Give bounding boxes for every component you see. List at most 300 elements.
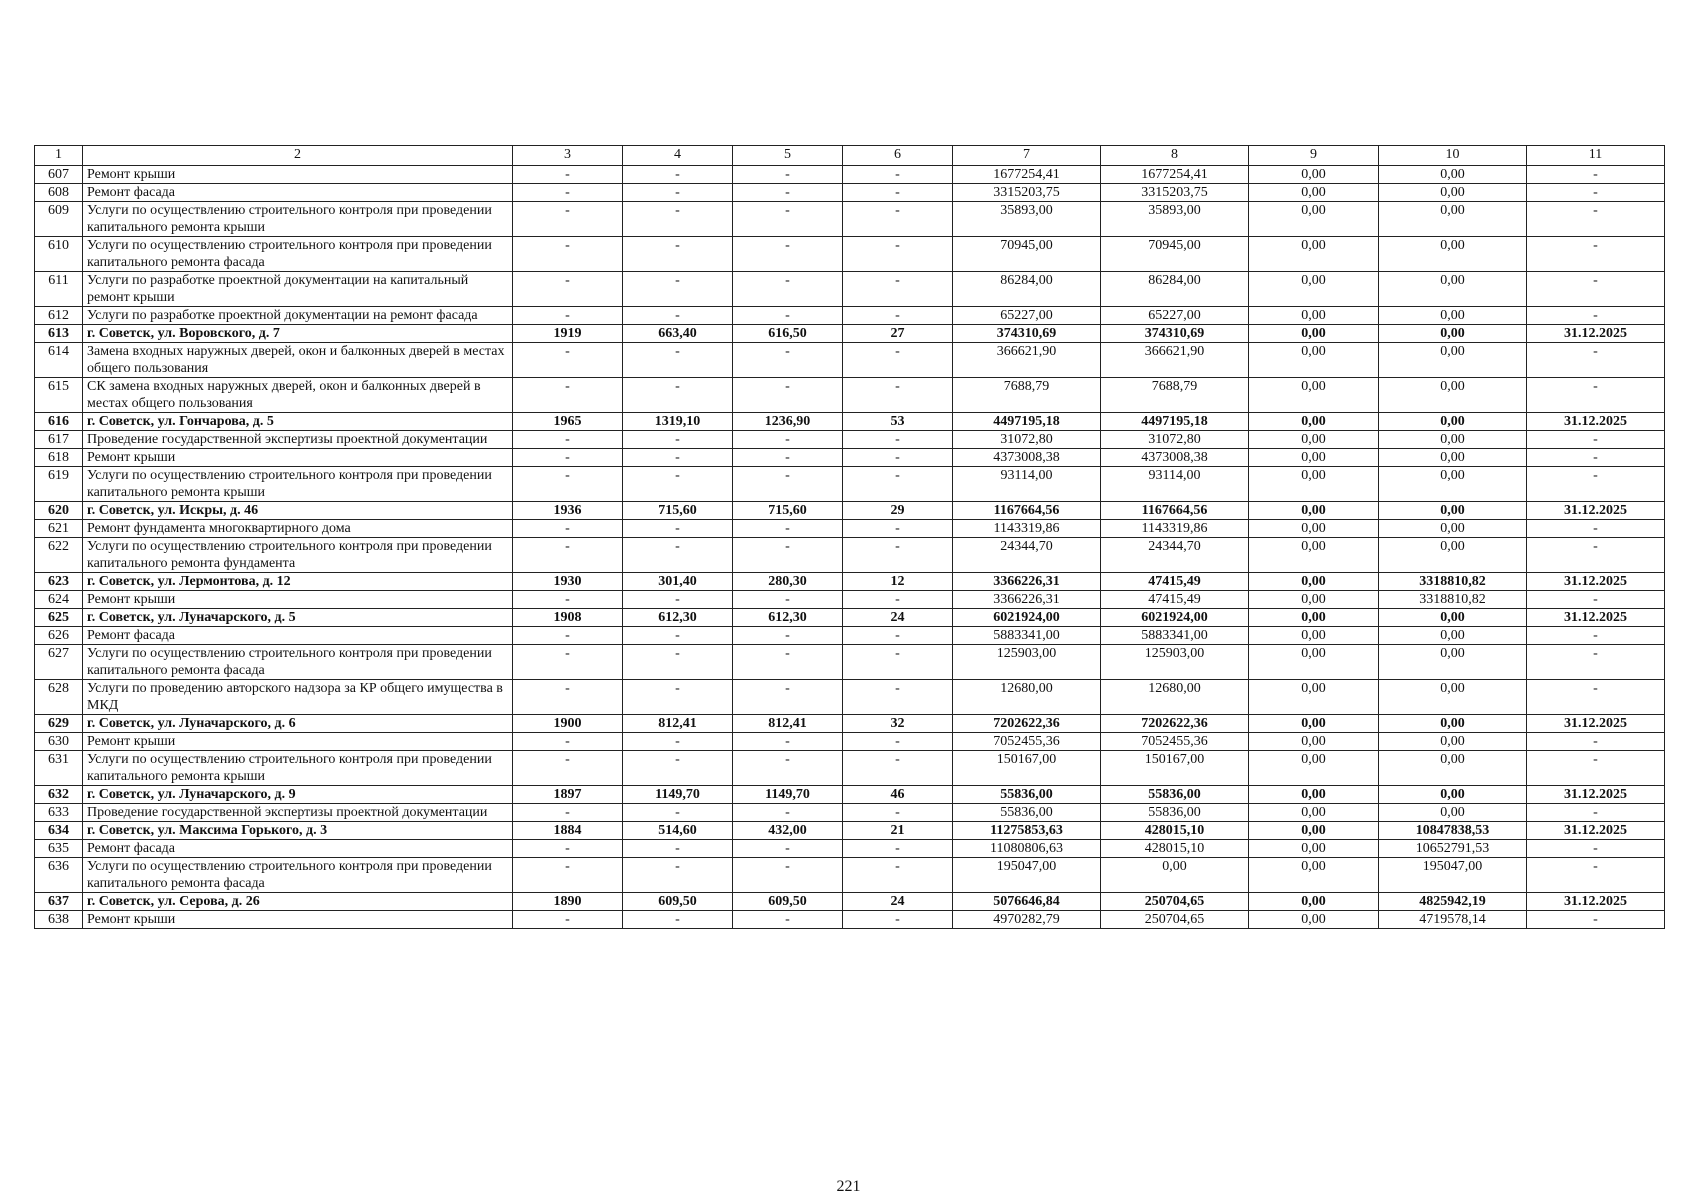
owner-cost-cell: 0,00 [1379, 680, 1527, 715]
item-name-cell: Услуги по осуществлению строительного контроля при проведении капитального ремонта крыши [83, 467, 513, 502]
work-item-row [35, 520, 1665, 538]
year-built-cell: - [513, 645, 623, 680]
work-item-row [35, 680, 1665, 715]
total-cost-cell: 24344,70 [953, 538, 1101, 573]
residents-cell: - [843, 538, 953, 573]
budget-cost-cell: 0,00 [1249, 237, 1379, 272]
living-area-cell: - [733, 840, 843, 858]
year-built-cell: - [513, 467, 623, 502]
budget-cost-cell: 0,00 [1249, 272, 1379, 307]
item-name-cell: Услуги по осуществлению строительного контроля при проведении капитального ремонта фасада [83, 645, 513, 680]
total-cost-cell: 7052455,36 [953, 733, 1101, 751]
budget-cost-cell: 0,00 [1249, 858, 1379, 893]
fund-cost-cell: 47415,49 [1101, 573, 1249, 591]
fund-cost-cell: 0,00 [1101, 858, 1249, 893]
item-name-cell: г. Советск, ул. Максима Горького, д. 3 [83, 822, 513, 840]
year-built-cell: - [513, 272, 623, 307]
owner-cost-cell: 4719578,14 [1379, 911, 1527, 929]
residents-cell: - [843, 733, 953, 751]
column-header: 3 [513, 146, 623, 166]
column-header: 10 [1379, 146, 1527, 166]
completion-date-cell: - [1527, 307, 1665, 325]
fund-cost-cell: 374310,69 [1101, 325, 1249, 343]
completion-date-cell: - [1527, 202, 1665, 237]
row-number-cell: 631 [35, 751, 83, 786]
living-area-cell: - [733, 431, 843, 449]
item-name-cell: г. Советск, ул. Воровского, д. 7 [83, 325, 513, 343]
completion-date-cell: - [1527, 645, 1665, 680]
fund-cost-cell: 35893,00 [1101, 202, 1249, 237]
living-area-cell: 616,50 [733, 325, 843, 343]
budget-cost-cell: 0,00 [1249, 325, 1379, 343]
residents-cell: - [843, 449, 953, 467]
total-cost-cell: 7202622,36 [953, 715, 1101, 733]
total-area-cell: 514,60 [623, 822, 733, 840]
fund-cost-cell: 86284,00 [1101, 272, 1249, 307]
row-number-cell: 635 [35, 840, 83, 858]
fund-cost-cell: 55836,00 [1101, 786, 1249, 804]
living-area-cell: - [733, 538, 843, 573]
budget-cost-cell: 0,00 [1249, 538, 1379, 573]
work-item-row [35, 645, 1665, 680]
total-area-cell: - [623, 467, 733, 502]
completion-date-cell: - [1527, 378, 1665, 413]
column-header: 8 [1101, 146, 1249, 166]
completion-date-cell: - [1527, 804, 1665, 822]
budget-cost-cell: 0,00 [1249, 822, 1379, 840]
fund-cost-cell: 4497195,18 [1101, 413, 1249, 431]
residents-cell: - [843, 751, 953, 786]
completion-date-cell: - [1527, 520, 1665, 538]
budget-cost-cell: 0,00 [1249, 591, 1379, 609]
living-area-cell: - [733, 733, 843, 751]
living-area-cell: - [733, 645, 843, 680]
owner-cost-cell: 0,00 [1379, 307, 1527, 325]
total-cost-cell: 11080806,63 [953, 840, 1101, 858]
work-item-row [35, 911, 1665, 929]
completion-date-cell: - [1527, 591, 1665, 609]
fund-cost-cell: 150167,00 [1101, 751, 1249, 786]
page-number: 221 [836, 1178, 861, 1195]
row-number-cell: 612 [35, 307, 83, 325]
total-area-cell: - [623, 184, 733, 202]
total-cost-cell: 4373008,38 [953, 449, 1101, 467]
item-name-cell: г. Советск, ул. Серова, д. 26 [83, 893, 513, 911]
budget-cost-cell: 0,00 [1249, 786, 1379, 804]
total-area-cell: - [623, 449, 733, 467]
residents-cell: 29 [843, 502, 953, 520]
work-item-row [35, 858, 1665, 893]
living-area-cell: - [733, 911, 843, 929]
living-area-cell: - [733, 804, 843, 822]
completion-date-cell: 31.12.2025 [1527, 786, 1665, 804]
total-area-cell: - [623, 858, 733, 893]
living-area-cell: 1236,90 [733, 413, 843, 431]
living-area-cell: - [733, 378, 843, 413]
year-built-cell: - [513, 538, 623, 573]
living-area-cell: - [733, 449, 843, 467]
year-built-cell: - [513, 840, 623, 858]
year-built-cell: 1919 [513, 325, 623, 343]
owner-cost-cell: 0,00 [1379, 166, 1527, 184]
item-name-cell: Ремонт крыши [83, 166, 513, 184]
total-cost-cell: 1167664,56 [953, 502, 1101, 520]
year-built-cell: 1936 [513, 502, 623, 520]
work-item-row [35, 307, 1665, 325]
fund-cost-cell: 55836,00 [1101, 804, 1249, 822]
year-built-cell: - [513, 378, 623, 413]
address-row [35, 502, 1665, 520]
fund-cost-cell: 1677254,41 [1101, 166, 1249, 184]
row-number-cell: 609 [35, 202, 83, 237]
column-number-row [35, 146, 1665, 166]
owner-cost-cell: 195047,00 [1379, 858, 1527, 893]
column-header: 6 [843, 146, 953, 166]
row-number-cell: 633 [35, 804, 83, 822]
item-name-cell: Услуги по осуществлению строительного контроля при проведении капитального ремонта фундамента [83, 538, 513, 573]
fund-cost-cell: 428015,10 [1101, 840, 1249, 858]
row-number-cell: 632 [35, 786, 83, 804]
completion-date-cell: 31.12.2025 [1527, 893, 1665, 911]
total-cost-cell: 4497195,18 [953, 413, 1101, 431]
year-built-cell: - [513, 431, 623, 449]
item-name-cell: Услуги по разработке проектной документации на ремонт фасада [83, 307, 513, 325]
fund-cost-cell: 5883341,00 [1101, 627, 1249, 645]
owner-cost-cell: 0,00 [1379, 538, 1527, 573]
budget-cost-cell: 0,00 [1249, 431, 1379, 449]
row-number-cell: 627 [35, 645, 83, 680]
work-item-row [35, 538, 1665, 573]
row-number-cell: 626 [35, 627, 83, 645]
total-area-cell: 301,40 [623, 573, 733, 591]
owner-cost-cell: 10652791,53 [1379, 840, 1527, 858]
completion-date-cell: - [1527, 733, 1665, 751]
budget-cost-cell: 0,00 [1249, 751, 1379, 786]
total-cost-cell: 31072,80 [953, 431, 1101, 449]
living-area-cell: 715,60 [733, 502, 843, 520]
row-number-cell: 623 [35, 573, 83, 591]
owner-cost-cell: 3318810,82 [1379, 591, 1527, 609]
total-cost-cell: 93114,00 [953, 467, 1101, 502]
residents-cell: - [843, 184, 953, 202]
residents-cell: - [843, 307, 953, 325]
owner-cost-cell: 0,00 [1379, 733, 1527, 751]
year-built-cell: 1900 [513, 715, 623, 733]
year-built-cell: - [513, 166, 623, 184]
total-cost-cell: 366621,90 [953, 343, 1101, 378]
item-name-cell: Ремонт фасада [83, 184, 513, 202]
owner-cost-cell: 0,00 [1379, 751, 1527, 786]
work-item-row [35, 751, 1665, 786]
residents-cell: 46 [843, 786, 953, 804]
work-item-row [35, 166, 1665, 184]
residents-cell: 53 [843, 413, 953, 431]
total-area-cell: - [623, 751, 733, 786]
column-header: 2 [83, 146, 513, 166]
work-item-row [35, 733, 1665, 751]
total-area-cell: 812,41 [623, 715, 733, 733]
owner-cost-cell: 0,00 [1379, 715, 1527, 733]
owner-cost-cell: 0,00 [1379, 184, 1527, 202]
total-area-cell: 1149,70 [623, 786, 733, 804]
living-area-cell: - [733, 467, 843, 502]
row-number-cell: 629 [35, 715, 83, 733]
residents-cell: 12 [843, 573, 953, 591]
completion-date-cell: - [1527, 449, 1665, 467]
year-built-cell: - [513, 202, 623, 237]
residents-cell: - [843, 645, 953, 680]
work-item-row [35, 591, 1665, 609]
total-cost-cell: 3315203,75 [953, 184, 1101, 202]
total-cost-cell: 150167,00 [953, 751, 1101, 786]
residents-cell: - [843, 166, 953, 184]
work-item-row [35, 467, 1665, 502]
item-name-cell: СК замена входных наружных дверей, окон и балконных дверей в местах общего пользования [83, 378, 513, 413]
living-area-cell: 432,00 [733, 822, 843, 840]
budget-cost-cell: 0,00 [1249, 520, 1379, 538]
item-name-cell: Услуги по осуществлению строительного контроля при проведении капитального ремонта фасада [83, 858, 513, 893]
total-area-cell: 1319,10 [623, 413, 733, 431]
item-name-cell: Ремонт крыши [83, 733, 513, 751]
completion-date-cell: 31.12.2025 [1527, 413, 1665, 431]
total-cost-cell: 195047,00 [953, 858, 1101, 893]
year-built-cell: - [513, 449, 623, 467]
residents-cell: - [843, 202, 953, 237]
living-area-cell: - [733, 627, 843, 645]
living-area-cell: - [733, 680, 843, 715]
budget-cost-cell: 0,00 [1249, 307, 1379, 325]
budget-cost-cell: 0,00 [1249, 609, 1379, 627]
item-name-cell: Услуги по проведению авторского надзора за КР общего имущества в МКД [83, 680, 513, 715]
owner-cost-cell: 0,00 [1379, 627, 1527, 645]
total-area-cell: - [623, 840, 733, 858]
residents-cell: - [843, 343, 953, 378]
work-item-row [35, 184, 1665, 202]
total-area-cell: - [623, 538, 733, 573]
row-number-cell: 630 [35, 733, 83, 751]
owner-cost-cell: 0,00 [1379, 272, 1527, 307]
fund-cost-cell: 4373008,38 [1101, 449, 1249, 467]
completion-date-cell: 31.12.2025 [1527, 609, 1665, 627]
address-row [35, 715, 1665, 733]
item-name-cell: г. Советск, ул. Луначарского, д. 9 [83, 786, 513, 804]
residents-cell: 32 [843, 715, 953, 733]
residents-cell: - [843, 680, 953, 715]
residents-cell: - [843, 591, 953, 609]
owner-cost-cell: 0,00 [1379, 786, 1527, 804]
residents-cell: 27 [843, 325, 953, 343]
budget-cost-cell: 0,00 [1249, 413, 1379, 431]
total-cost-cell: 4970282,79 [953, 911, 1101, 929]
completion-date-cell: - [1527, 858, 1665, 893]
item-name-cell: Услуги по осуществлению строительного контроля при проведении капитального ремонта крыши [83, 202, 513, 237]
completion-date-cell: - [1527, 343, 1665, 378]
owner-cost-cell: 10847838,53 [1379, 822, 1527, 840]
year-built-cell: 1890 [513, 893, 623, 911]
row-number-cell: 610 [35, 237, 83, 272]
residents-cell: - [843, 272, 953, 307]
owner-cost-cell: 0,00 [1379, 449, 1527, 467]
total-cost-cell: 5076646,84 [953, 893, 1101, 911]
work-item-row [35, 627, 1665, 645]
table-body [35, 166, 1665, 929]
living-area-cell: 812,41 [733, 715, 843, 733]
fund-cost-cell: 24344,70 [1101, 538, 1249, 573]
year-built-cell: 1965 [513, 413, 623, 431]
total-cost-cell: 55836,00 [953, 804, 1101, 822]
owner-cost-cell: 0,00 [1379, 202, 1527, 237]
living-area-cell: - [733, 272, 843, 307]
living-area-cell: - [733, 307, 843, 325]
total-cost-cell: 125903,00 [953, 645, 1101, 680]
work-item-row [35, 449, 1665, 467]
owner-cost-cell: 0,00 [1379, 378, 1527, 413]
year-built-cell: 1930 [513, 573, 623, 591]
fund-cost-cell: 3315203,75 [1101, 184, 1249, 202]
work-item-row [35, 840, 1665, 858]
total-cost-cell: 12680,00 [953, 680, 1101, 715]
item-name-cell: Ремонт крыши [83, 911, 513, 929]
total-area-cell: - [623, 804, 733, 822]
budget-cost-cell: 0,00 [1249, 804, 1379, 822]
completion-date-cell: - [1527, 467, 1665, 502]
total-cost-cell: 1143319,86 [953, 520, 1101, 538]
row-number-cell: 616 [35, 413, 83, 431]
total-cost-cell: 11275853,63 [953, 822, 1101, 840]
residents-cell: - [843, 431, 953, 449]
owner-cost-cell: 3318810,82 [1379, 573, 1527, 591]
owner-cost-cell: 0,00 [1379, 502, 1527, 520]
living-area-cell: 1149,70 [733, 786, 843, 804]
row-number-cell: 638 [35, 911, 83, 929]
year-built-cell: - [513, 591, 623, 609]
year-built-cell: - [513, 184, 623, 202]
budget-cost-cell: 0,00 [1249, 502, 1379, 520]
owner-cost-cell: 0,00 [1379, 431, 1527, 449]
completion-date-cell: - [1527, 166, 1665, 184]
residents-cell: - [843, 911, 953, 929]
total-area-cell: - [623, 911, 733, 929]
owner-cost-cell: 0,00 [1379, 645, 1527, 680]
budget-cost-cell: 0,00 [1249, 184, 1379, 202]
row-number-cell: 611 [35, 272, 83, 307]
fund-cost-cell: 47415,49 [1101, 591, 1249, 609]
total-area-cell: - [623, 733, 733, 751]
item-name-cell: Услуги по разработке проектной документации на капитальный ремонт крыши [83, 272, 513, 307]
residents-cell: 21 [843, 822, 953, 840]
year-built-cell: - [513, 804, 623, 822]
budget-cost-cell: 0,00 [1249, 840, 1379, 858]
column-header: 1 [35, 146, 83, 166]
capital-repair-table [34, 145, 1665, 929]
fund-cost-cell: 65227,00 [1101, 307, 1249, 325]
completion-date-cell: - [1527, 680, 1665, 715]
work-item-row [35, 237, 1665, 272]
item-name-cell: Ремонт фасада [83, 627, 513, 645]
budget-cost-cell: 0,00 [1249, 343, 1379, 378]
year-built-cell: 1884 [513, 822, 623, 840]
living-area-cell: - [733, 166, 843, 184]
owner-cost-cell: 4825942,19 [1379, 893, 1527, 911]
fund-cost-cell: 12680,00 [1101, 680, 1249, 715]
item-name-cell: Замена входных наружных дверей, окон и балконных дверей в местах общего пользования [83, 343, 513, 378]
total-area-cell: 609,50 [623, 893, 733, 911]
item-name-cell: Ремонт крыши [83, 591, 513, 609]
owner-cost-cell: 0,00 [1379, 237, 1527, 272]
living-area-cell: 280,30 [733, 573, 843, 591]
total-area-cell: - [623, 431, 733, 449]
address-row [35, 609, 1665, 627]
completion-date-cell: - [1527, 272, 1665, 307]
row-number-cell: 617 [35, 431, 83, 449]
residents-cell: - [843, 520, 953, 538]
year-built-cell: - [513, 627, 623, 645]
address-row [35, 786, 1665, 804]
total-area-cell: - [623, 627, 733, 645]
fund-cost-cell: 428015,10 [1101, 822, 1249, 840]
row-number-cell: 625 [35, 609, 83, 627]
living-area-cell: 612,30 [733, 609, 843, 627]
budget-cost-cell: 0,00 [1249, 893, 1379, 911]
work-item-row [35, 343, 1665, 378]
row-number-cell: 615 [35, 378, 83, 413]
row-number-cell: 614 [35, 343, 83, 378]
total-cost-cell: 3366226,31 [953, 573, 1101, 591]
total-cost-cell: 6021924,00 [953, 609, 1101, 627]
row-number-cell: 634 [35, 822, 83, 840]
fund-cost-cell: 250704,65 [1101, 911, 1249, 929]
completion-date-cell: - [1527, 184, 1665, 202]
total-area-cell: - [623, 166, 733, 184]
living-area-cell: - [733, 202, 843, 237]
owner-cost-cell: 0,00 [1379, 609, 1527, 627]
work-item-row [35, 804, 1665, 822]
address-row [35, 573, 1665, 591]
row-number-cell: 621 [35, 520, 83, 538]
residents-cell: - [843, 804, 953, 822]
owner-cost-cell: 0,00 [1379, 343, 1527, 378]
budget-cost-cell: 0,00 [1249, 378, 1379, 413]
completion-date-cell: - [1527, 840, 1665, 858]
completion-date-cell: 31.12.2025 [1527, 573, 1665, 591]
completion-date-cell: - [1527, 237, 1665, 272]
living-area-cell: - [733, 751, 843, 786]
fund-cost-cell: 366621,90 [1101, 343, 1249, 378]
completion-date-cell: 31.12.2025 [1527, 822, 1665, 840]
item-name-cell: Ремонт фасада [83, 840, 513, 858]
item-name-cell: Проведение государственной экспертизы проектной документации [83, 804, 513, 822]
work-item-row [35, 431, 1665, 449]
owner-cost-cell: 0,00 [1379, 325, 1527, 343]
completion-date-cell: 31.12.2025 [1527, 325, 1665, 343]
item-name-cell: Ремонт крыши [83, 449, 513, 467]
residents-cell: 24 [843, 893, 953, 911]
total-cost-cell: 3366226,31 [953, 591, 1101, 609]
budget-cost-cell: 0,00 [1249, 911, 1379, 929]
total-cost-cell: 65227,00 [953, 307, 1101, 325]
total-area-cell: 663,40 [623, 325, 733, 343]
fund-cost-cell: 31072,80 [1101, 431, 1249, 449]
residents-cell: - [843, 467, 953, 502]
year-built-cell: 1908 [513, 609, 623, 627]
residents-cell: - [843, 858, 953, 893]
completion-date-cell: 31.12.2025 [1527, 502, 1665, 520]
year-built-cell: - [513, 237, 623, 272]
residents-cell: - [843, 378, 953, 413]
fund-cost-cell: 125903,00 [1101, 645, 1249, 680]
item-name-cell: Ремонт фундамента многоквартирного дома [83, 520, 513, 538]
row-number-cell: 622 [35, 538, 83, 573]
